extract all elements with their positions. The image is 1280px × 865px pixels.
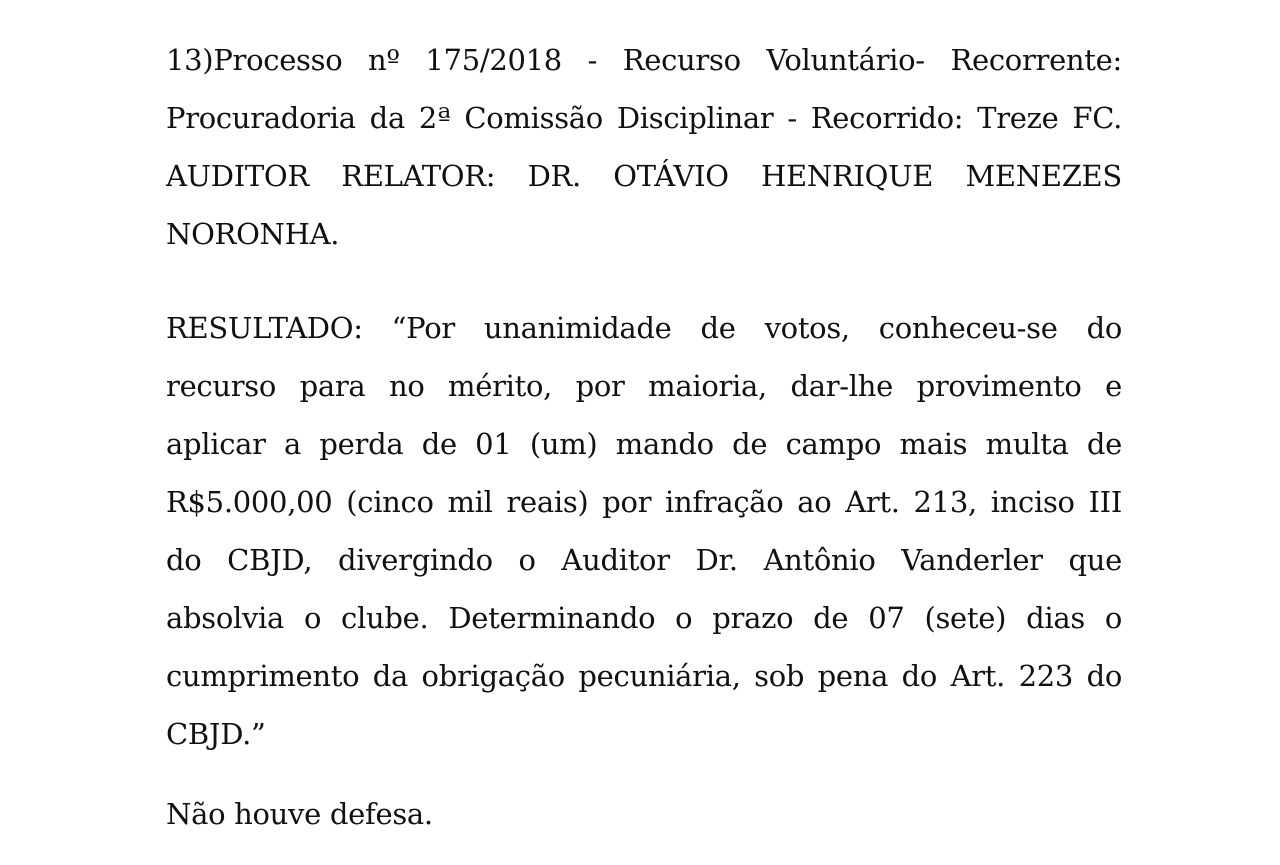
document-page (166, 34, 1122, 846)
process-header-paragraph (166, 34, 1122, 266)
paragraph-spacer (166, 766, 1122, 788)
text-line: do CBJD, divergindo o Auditor Dr. Antônio Vanderler que (166, 543, 1122, 577)
text-line: Não houve defesa. (166, 797, 433, 831)
text-line: R$5.000,00 (cinco mil reais) por infração ao Art. 213, inciso III (166, 485, 1122, 519)
text-line: RESULTADO: “Por unanimidade de votos, conheceu-se do (166, 311, 1122, 345)
defense-paragraph (166, 788, 1122, 846)
text-line: Procuradoria da 2ª Comissão Disciplinar - Recorrido: Treze FC. (166, 101, 1122, 135)
text-line: CBJD.” (166, 717, 266, 751)
text-line: aplicar a perda de 01 (um) mando de campo mais multa de (166, 427, 1122, 461)
text-line: absolvia o clube. Determinando o prazo de 07 (sete) dias o (166, 601, 1122, 635)
text-line: cumprimento da obrigação pecuniária, sob pena do Art. 223 do (166, 659, 1122, 693)
paragraph-spacer (166, 266, 1122, 302)
result-paragraph (166, 302, 1122, 766)
text-line: AUDITOR RELATOR: DR. OTÁVIO HENRIQUE MENEZES (166, 159, 1122, 193)
text-line: 13)Processo nº 175/2018 - Recurso Voluntário- Recorrente: (166, 43, 1122, 77)
text-line: recurso para no mérito, por maioria, dar-lhe provimento e (166, 369, 1122, 403)
text-line: NORONHA. (166, 217, 340, 251)
